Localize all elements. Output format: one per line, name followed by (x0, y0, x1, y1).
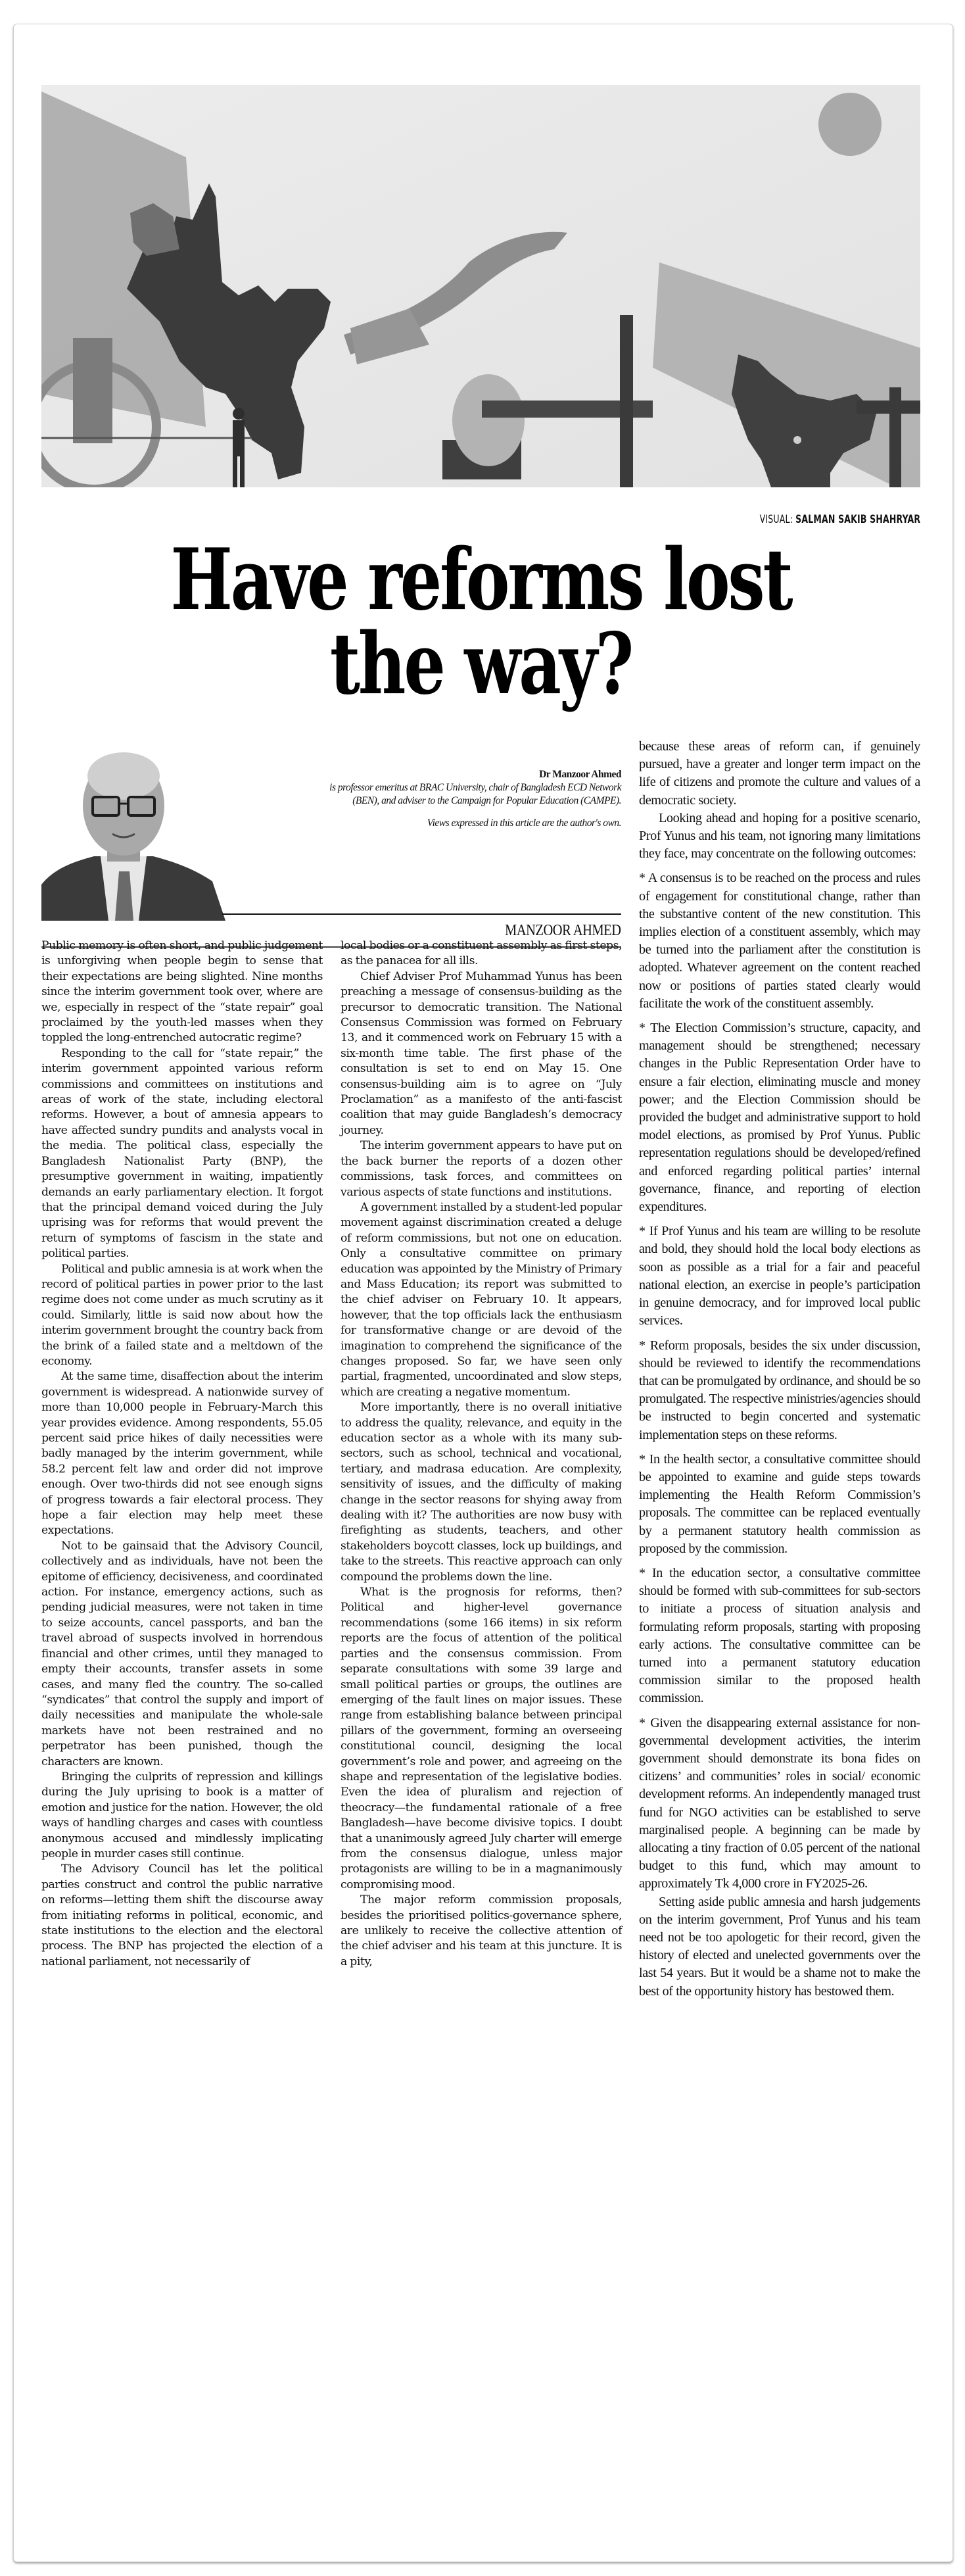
recommendation-item: * The Election Commission’s structure, capacity, and management should be strengthened; necessary changes in the Public Representation Order have to ensure a fair election, eliminating muscle and money power; and the Election Commission should be provided the budget and administrative support to hold model elections, as promised by Prof Yunus. Public representation regulations should be developed/refined and enforced regarding political parties’ internal governance, finance, and reporting of election expenditures. (639, 1021, 920, 1215)
recommendation-item: * In the health sector, a consultative committee should be appointed to examine and guide steps towards implementing the Health Reform Commission’s proposals. The committee can be replaced eventually by a permanent statutory health commission as proposed by the commission. (639, 1451, 920, 1556)
paragraph: The major reform commission proposals, besides the prioritised politics-governance sphere, are unlikely to receive the collective attention of the chief adviser and his team at this juncture. It is a pity, (341, 1893, 622, 1968)
paragraph: Bringing the culprits of repression and killings during the July uprising to book is a matter of emotion and justice for the nation. However, the old ways of handling charges and cases with countless anonymous accused and mindlessly implicating people in murder cases still continue. (41, 1770, 323, 1860)
credit-name: SALMAN SAKIB SHAHRYAR (795, 513, 920, 526)
author-description: is professor emeritus at BRAC University, chair of Bangladesh ECD Network (BEN), and adviser to the Campaign for Popular Education (CAMPE). (329, 782, 621, 806)
recommendation-item: * Reform proposals, besides the six under discussion, should be reviewed to identify the recommendations that can be promulgated by ordinance, and should be so promulgated. The respective ministries/agencies should be instructed to begin concerted and systematic implementation steps on these reforms. (639, 1338, 921, 1442)
paragraph: What is the prognosis for reforms, then? Political and higher-level governance recommendations (some 166 items) in six reform reports are the focus of attention of the political parties and the consensus commission. From separate consultations with some 39 large and small political parties or groups, the outlines are emerging of the fault lines on major issues. These range from establishing balance between principal pillars of the government, forming an overseeing constitutional council, designing the local government’s role and power, and agreeing on the shape and representation of the legislative bodies. Even the idea of pluralism and rejection of theocracy—the fundamental rationale of a free Bangladesh—have become divisive topics. I doubt that a unanimously agreed July charter will emerge from the consensus dialogue, unless major protagonists are willing to be in a magnanimously compromising mood. (341, 1586, 622, 1891)
byline (222, 922, 621, 939)
author-photo (41, 750, 225, 921)
paragraph: Setting aside public amnesia and harsh judgements on the interim government, Prof Yunus and his team need not be too apologetic for their record, given the history of elected and unelected governments over the last 54 years. But it would be a shame not to make the best of the opportunity history has bestowed them. (639, 1894, 920, 1999)
paragraph: local bodies or a constituent assembly as first steps, as the panacea for all ills. (341, 939, 622, 968)
credit-label: VISUAL: (759, 513, 795, 526)
paragraph: Public memory is often short, and public judgement is unforgiving when people begin to sense that their expectations are being slighted. Nine months since the interim government took over, where are we, especially in respect of the “state repair” goal proclaimed by the youth-led masses when they toppled the long-entrenched autocratic regime? (41, 939, 323, 1045)
paragraph: The Advisory Council has let the political parties construct and control the public narrative on reforms—letting them shift the discourse away from initiating reforms in political, economic, and state institutions to the election and the electoral process. The BNP has projected the election of a national parliament, not necessarily of (41, 1862, 323, 1968)
author-disclaimer: Views expressed in this article are the author's own. (427, 817, 621, 829)
byline-divider (222, 913, 621, 915)
recommendation-item: * In the education sector, a consultative committee should be formed with sub-committees for sub-sectors to initiate a process of situation analysis and formulating reform proposals, starting with proposing early actions. The consultative committee can be turned into a permanent statutory education commission similar to the proposed health commission. (639, 1565, 920, 1706)
paragraph: Looking ahead and hoping for a positive scenario, Prof Yunus and his team, not ignoring many limitations they face, may concentrate on the following outcomes: (639, 810, 920, 862)
paragraph: A government installed by a student-led popular movement against discrimination created a deluge of reform commissions, but not one on education. Only a consultative committee on primary education was appointed by the Ministry of Primary and Mass Education; its report was submitted to the chief adviser on February 10. It appears, however, that the top officials lack the enthusiasm for transformative change or are devoid of the imagination to comprehend the significance of the changes proposed. So far, we have seen only partial, fragmented, uncoordinated and slow steps, which are creating a negative momentum. (341, 1200, 622, 1399)
vertical-bar (620, 315, 633, 487)
article-column-1 (41, 938, 323, 1970)
headline-line-2: the way? (329, 615, 632, 714)
paragraph: Political and public amnesia is at work when the record of political parties in power prior to the last regime does not come under as much scrutiny as it could. Similarly, little is said now about how the interim government brought the country back from the brink of a failed state and a meltdown of the economy. (41, 1262, 323, 1368)
paragraph: The interim government appears to have put on the back burner the reports of a dozen other commissions, task forces, and committees on various aspects of state functions and institutions. (341, 1139, 622, 1199)
grey-ellipse (452, 374, 525, 466)
paragraph: More importantly, there is no overall initiative to address the quality, relevance, and equity in the education sector as a whole with its many sub-sectors, such as school, technical and vocational, tertiary, and madrasa education. Are complexity, sensitivity of issues, and the difficulty of making change in the sector reasons for shying away from dealing with it? The authorities are now busy with firefighting as students, teachers, and other stakeholders boycott classes, lock up buildings, and take to the streets. This reactive approach can only compound the problems down the line. (341, 1401, 622, 1584)
paragraph: At the same time, disaffection about the interim government is widespread. A nationwide survey of more than 10,000 people in February-March this year provides evidence. Among respondents, 55.05 percent said price hikes of daily necessities were badly managed by the interim government, while 58.2 percent felt law and order did not improve enough. Over two-thirds did not see enough signs of progress towards a fair electoral process. They hope a fair election may help meet these expectations. (41, 1370, 323, 1538)
recommendation-item: * Given the disappearing external assistance for non-governmental development activities, the interim government should demonstrate its bona fides on citizens’ and communities’ roles in social/ economic development reforms. An independently managed trust fund for NGO activities can be established to serve marginalised people. A beginning can be made by allocating a tiny fraction of 0.05 percent of the national budget to this fund, which may amount to approximately Tk 4,000 crore in FY2025-26. (639, 1715, 920, 1891)
author-bio (322, 768, 621, 830)
author-name: Dr Manzoor Ahmed (539, 769, 621, 780)
headline-line-1: Have reforms lost (170, 531, 791, 629)
article-column-3 (639, 738, 920, 2001)
author-portrait (41, 750, 225, 921)
paragraph: Not to be gainsaid that the Advisory Council, collectively and as individuals, have not been the epitome of efficiency, decisiveness, and coordinated action. For instance, emergency actions, such as pending judicial measures, were not taken in time to seize accounts, cancel passports, and ban the travel abroad of suspects involved in horrendous financial and other crimes, until they managed to empty their accounts, transfer assets in some cases, and many fled the country. The so-called “syndicates” that control the supply and import of daily necessities and manipulate the whole-sale markets have not been restrained and no perpetrator has been punished, though the characters are known. (41, 1539, 323, 1768)
paragraph: Chief Adviser Prof Muhammad Yunus has been preaching a message of consensus-building as the precursor to democratic transition. The National Consensus Commission was formed on February 13, and it commenced work on February 15 with a six-month time table. The first phase of the consultation is set to end on May 15. One consensus-building aim is to agree on “July Proclamation” as a manifesto of the anti-fascist coalition that may guide Bangladesh’s democracy journey. (341, 969, 622, 1137)
paragraph: because these areas of reform can, if genuinely pursued, have a greater and longer term impact on the life of citizens and promote the culture and values of a democratic society. (639, 739, 920, 808)
headline (138, 531, 824, 714)
article-column-2 (341, 938, 622, 1970)
paragraph: Responding to the call for “state repair,” the interim government appointed various reform commissions and committees on institutions and areas of work of the state, including electoral reforms. However, a bout of amnesia appears to have affected sundry pundits and analysts vocal in the media. The political class, especially the Bangladesh Nationalist Party (BNP), the presumptive government in waiting, impatiently demands an early parliamentary election. It forgot that the principal demand voiced during the July uprising was for reforms that would prevent the return of symptoms of fascism in the state and political parties. (41, 1046, 323, 1261)
recommendation-item: * If Prof Yunus and his team are willing to be resolute and bold, they should hold the local body elections as soon as possible as a trial for a fair and peaceful national election, an exercise in people’s participation in genuine democracy, and for improved local public services. (639, 1224, 920, 1328)
recommendation-item: * A consensus is to be reached on the process and rules of engagement for constitutional change, rather than the substantive content of the new constitution. This implies election of a constituent assembly, which may be turned into the parliament after the constitution is adopted. Whatever agreement on the content reached now or positions of parties stated clearly would facilitate the work of the constituent assembly. (639, 871, 920, 1011)
article-illustration (41, 85, 920, 487)
collage-image (41, 85, 920, 487)
byline-name: MANZOOR AHMED (505, 922, 621, 939)
sun-circle (818, 93, 882, 156)
visual-credit (759, 513, 920, 526)
